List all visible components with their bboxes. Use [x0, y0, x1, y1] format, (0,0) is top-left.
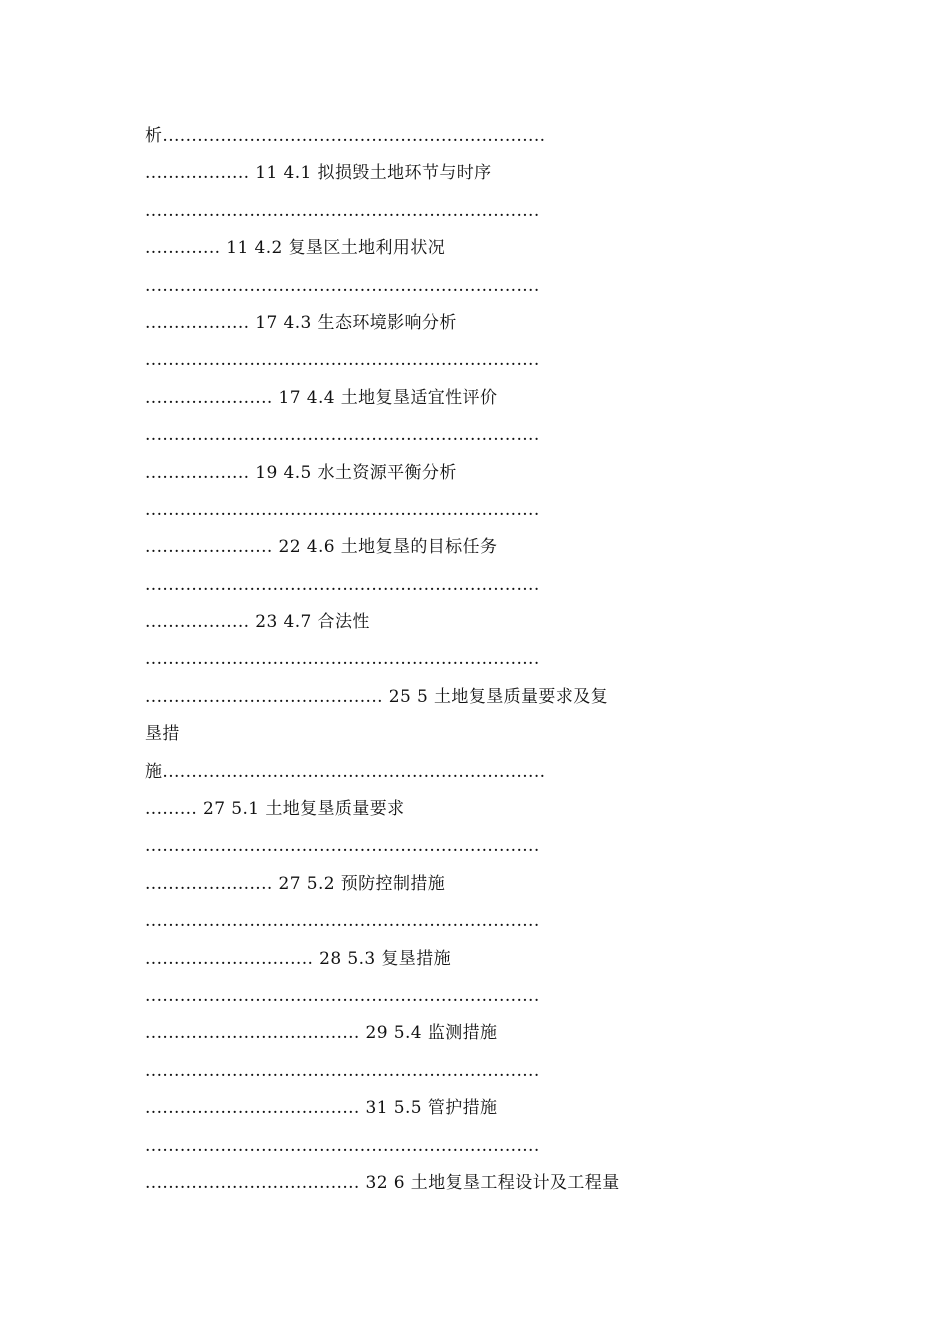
toc-line: .................. 17 4.3 生态环境影响分析: [145, 312, 457, 333]
toc-line: ...................... 22 4.6 土地复垦的目标任务: [145, 537, 498, 558]
toc-line: .................. 19 4.5 水土资源平衡分析: [145, 462, 457, 483]
toc-line: ..................................... 29 5.4 监测措施: [145, 1023, 498, 1044]
toc-line: ............................. 28 5.3 复垦措施: [145, 948, 451, 969]
toc-line: ..................................... 32 6 土地复垦工程设计及工程量: [145, 1172, 620, 1193]
toc-line: ....................................................................: [145, 425, 540, 446]
toc-line: ....................................................................: [145, 836, 540, 857]
toc-line: ......... 27 5.1 土地复垦质量要求: [145, 799, 405, 820]
toc-line: .................. 11 4.1 拟损毁土地环节与时序: [145, 163, 492, 184]
toc-line: ...................... 27 5.2 预防控制措施: [145, 873, 446, 894]
toc-line: ....................................................................: [145, 1060, 540, 1081]
toc-line: .................. 23 4.7 合法性: [145, 612, 370, 633]
toc-line: ....................................................................: [145, 985, 540, 1006]
toc-line: 析..................................................................: [145, 126, 546, 146]
toc-line: ...................... 17 4.4 土地复垦适宜性评价: [145, 387, 498, 408]
toc-line: ....................................................................: [145, 275, 540, 296]
toc-line: ....................................................................: [145, 574, 540, 595]
toc-line: ....................................................................: [145, 350, 540, 371]
toc-line: ............. 11 4.2 复垦区土地利用状况: [145, 238, 446, 259]
toc-line: ....................................................................: [145, 200, 540, 221]
toc-line: ....................................................................: [145, 911, 540, 932]
toc-line: ..................................... 31 5.5 管护措施: [145, 1098, 498, 1119]
toc-line: ....................................................................: [145, 649, 540, 670]
toc-line: ......................................... 25 5 土地复垦质量要求及复: [145, 686, 609, 707]
toc-line: 垦措: [145, 724, 180, 745]
toc-line: 施..................................................................: [145, 761, 546, 782]
toc-line: ....................................................................: [145, 1135, 540, 1156]
toc-line: ....................................................................: [145, 499, 540, 520]
table-of-contents: [145, 118, 805, 1202]
